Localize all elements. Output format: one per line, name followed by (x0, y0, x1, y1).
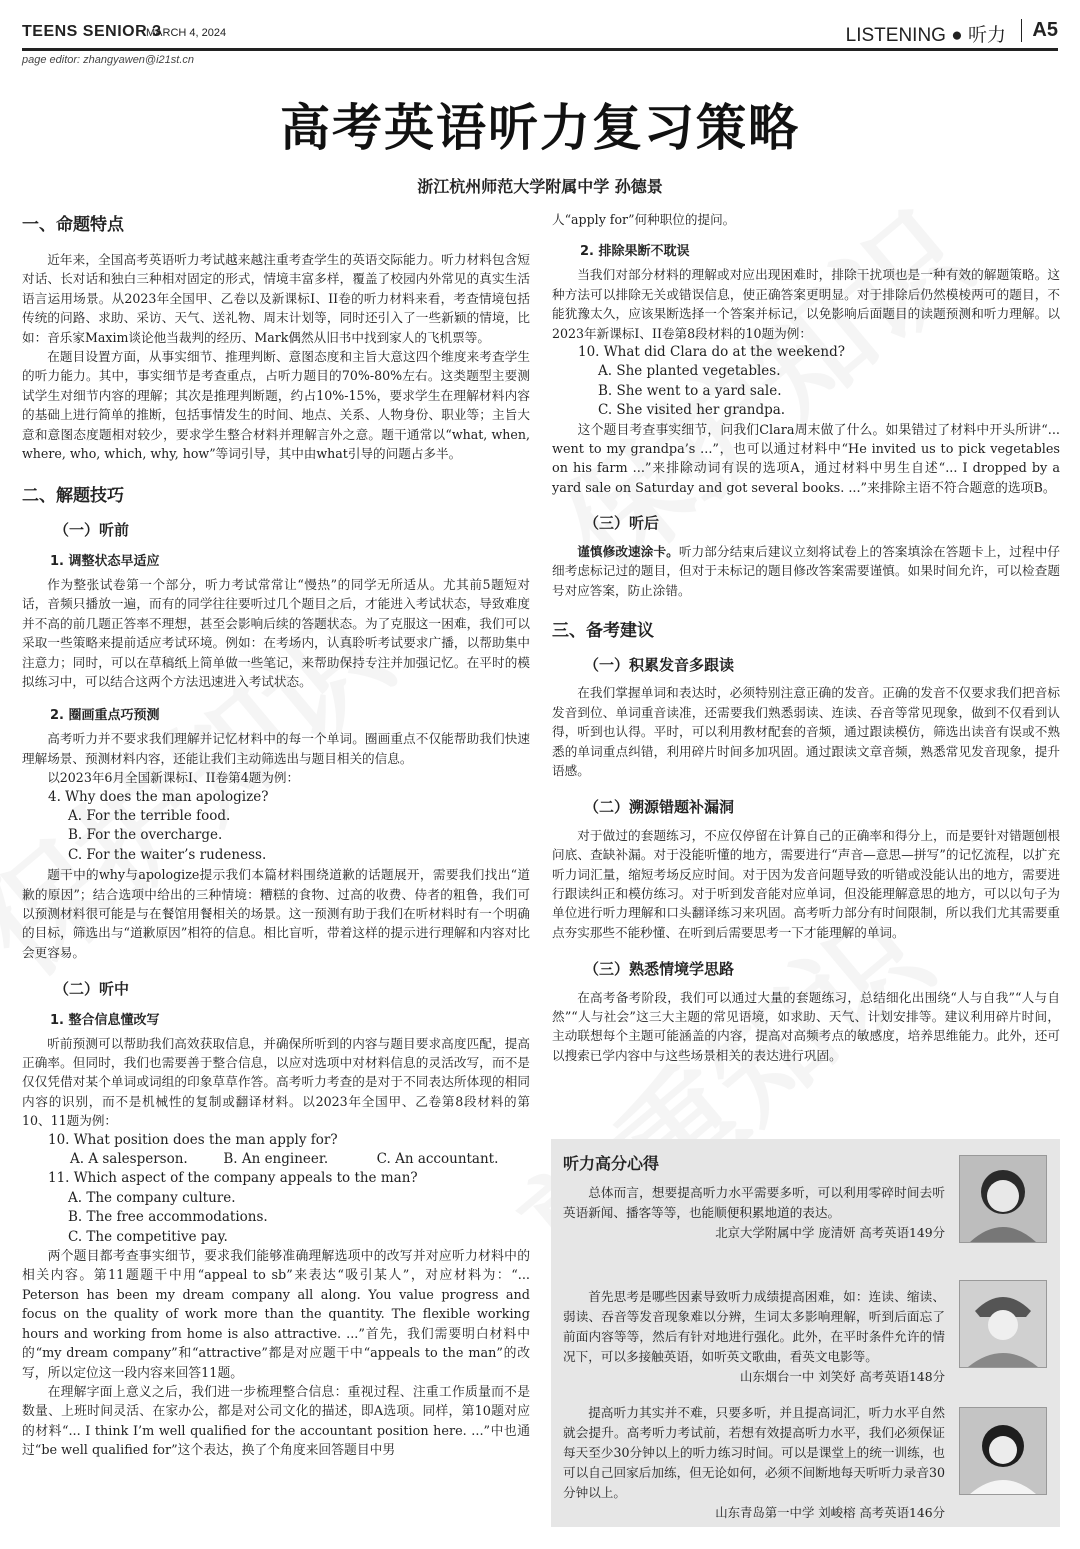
paragraph: 题干中的why与apologize提示我们本篇材料围绕道歉的话题展开，需要我们找出“道歉的原因”；结合选项中给出的三种情境：糟糕的食物、过高的收费、侍者的粗鲁，我们可以预测材料很可能是与在餐馆用餐相关的场景。这一预测有助于我们在听材料时有一个明确的目标，筛选出与“道歉原因”相符的信息。相比盲听，带着这样的提示进行理解和内容对比会更容易。 (22, 867, 530, 960)
page-number: A5 (1021, 19, 1058, 42)
options-row (22, 1150, 530, 1169)
tip-text: 提高听力其实并不难，只要多听，并且提高词汇，听力水平自然就会提升。高考听力考试前，若想有效提高听力水平，我们必须保证每天至少30分钟以上的听力练习时间。可以是课堂上的统一训练，也可以自己回家后加练，但无论如何，必须不间断地每天听听力录音30分钟以上。 (563, 1405, 945, 1500)
option: A. The company culture. (68, 1189, 236, 1206)
student-photo (959, 1155, 1047, 1243)
paragraph: 在题目设置方面，从事实细节、推理判断、意图态度和主旨大意这四个维度来考查学生的听力能力。其中，事实细节是考查重点，占听力题目的70%-80%左右。这类题型主要测试学生对细节内容的理解；其次是推理判断题，约占10%-15%，要求学生在理解材料内容的基础上进行简单的推断，包括事情发生的时间、地点、关系、人物身份、职业等；主旨大意和意图态度题相对较少，要求学生整合材料并理解言外之意。题干通常以“what, when, where, who, which, why, how”等词引导，其中由what引导的问题占多半。 (22, 349, 530, 462)
section-heading: 二、解题技巧 (22, 486, 124, 507)
paragraph: 近年来，全国高考英语听力考试越来越注重考查学生的英语交际能力。听力材料包含短对话、长对话和独白三种相对固定的形式，情境丰富多样，覆盖了校园内外常见的真实生活语言运用场景。从2023年全国甲、乙卷以及新课标I、II卷的听力材料来看，考查情境包括传统的问路、求助、采访、天气、送礼物、周末计划等，同时还引入了一些新颖的情境，比如：音乐家Maxim谈论他当裁判的经历、Mark偶然从旧书中找到家人的飞机票等。 (22, 252, 530, 345)
option: B. An engineer. (223, 1151, 329, 1168)
student-photo (959, 1407, 1047, 1495)
paragraph: 高考听力并不要求我们理解并记忆材料中的每一个单词。圈画重点不仅能帮助我们快速理解场景、预测材料内容，还能让我们主动筛选出与题目相关的信息。 (22, 731, 530, 766)
paragraph (552, 542, 1060, 600)
tip-entry (563, 1403, 945, 1523)
subsubsection-heading: 2. 排除果断不耽误 (580, 244, 690, 260)
paragraph: 听前预测可以帮助我们高效获取信息，并确保所听到的内容与题目要求高度匹配，提高正确率。但同时，我们也需要善于整合信息，以应对选项中对材料信息的灵活改写，而不是仅仅凭借对某个单词或词组的印象草草作答。高考听力考查的是对于不同表达所体现的相同内容的识别，而不是机械性的复制或翻译材料。以2023年全国甲、乙卷第8段材料的第10、11题为例： (22, 1035, 530, 1129)
option: A. A salesperson. (70, 1151, 188, 1168)
section-label: LISTENING ● 听力 (845, 25, 1006, 46)
section-heading: 三、备考建议 (552, 620, 654, 641)
question: 11. Which aspect of the company appeals to the man? (48, 1170, 418, 1187)
tip-signature: 山东烟台一中 刘笑妤 高考英语148分 (740, 1369, 945, 1384)
tip-signature: 山东青岛第一中学 刘峻榕 高考英语146分 (715, 1505, 945, 1520)
subsubsection-heading: 1. 整合信息懂改写 (50, 1012, 160, 1028)
right-column (552, 210, 1060, 1065)
tips-box (551, 1139, 1060, 1527)
paragraph: 以2023年6月全国新课标I、II卷第4题为例： (47, 770, 300, 786)
lead-phrase: 谨慎修改速涂卡。 (577, 543, 679, 559)
subsection-heading: （一）积累发音多跟读 (584, 655, 735, 674)
subsubsection-heading: 2. 圈画重点巧预测 (50, 708, 160, 724)
paragraph-text: 听力部分结束后建议立刻将试卷上的答案填涂在答题卡上，过程中仔细考虑标记过的题目，但对于未标记的题目修改答案需要谨慎。如果时间允许，可以检查题号对应答案，防止涂错。 (552, 543, 1061, 598)
page-header (22, 18, 1058, 51)
option: A. She planted vegetables. (598, 363, 781, 380)
subsection-heading: （一）听前 (54, 521, 130, 540)
paragraph: 当我们对部分材料的理解或对应出现困难时，排除干扰项也是一种有效的解题策略。这种方法可以排除无关或错误信息，使正确答案更明显。对于排除后仍然模棱两可的题目，不能犹豫太久，应该果断选择一个答案并标记，以免影响后面题目的读题预测和听力理解。以2023年新课标I、II卷第8段材料的10题为例： (552, 267, 1060, 341)
subsection-heading: （二）听中 (54, 980, 130, 999)
option: C. She visited her grandpa. (598, 402, 786, 419)
student-photo (959, 1280, 1047, 1368)
paragraph: 作为整张试卷第一个部分，听力考试常常让“慢热”的同学无所适从。尤其前5题短对话，音频只播放一遍，而有的同学往往要听过几个题目之后，才能进入考试状态，导致难度并不高的前几题正答率不理想，甚至会影响后续的答题状态。为了克服这一困难，我们可以采取一些策略来提前适应考试环境。例如：在考场内，认真聆听考试要求广播，以帮助集中注意力；同时，可以在草稿纸上简单做一些笔记，来帮助保持专注并加强记忆。在平时的模拟练习中，可以结合这两个方法迅速进入考试状态。 (22, 576, 530, 689)
subsubsection-heading: 1. 调整状态早适应 (50, 553, 160, 569)
option: B. She went to a yard sale. (598, 382, 782, 399)
tips-box-title: 听力高分心得 (563, 1154, 660, 1173)
option: B. The free accommodations. (68, 1209, 268, 1226)
paragraph: 对于做过的套题练习，不应仅停留在计算自己的正确率和得分上，而是要针对错题刨根问底、查缺补漏。对于没能听懂的地方，需要进行“声音—意思—拼写”的记忆流程，以扩充听力词汇量，缩短考场反应时间。对于因为发音问题导致的听错或没能认出的地方，需要进行跟读纠正和模仿练习。对于听到发音能对应单词，但没能理解意思的地方，可以以句子为单位进行听力理解和口头翻译练习来巩固。高考听力部分有时间限制，所以我们尤其需要重点夯实那些不能秒懂、在听到后需要思考一下才能理解的单词。 (552, 827, 1060, 940)
article-title: 高考英语听力复习策略 (280, 99, 800, 157)
question: 4. Why does the man apologize? (48, 788, 269, 805)
tip-entry (563, 1183, 945, 1243)
paragraph: 在理解字面上意义之后，我们进一步梳理整合信息：重视过程、注重工作质量而不是数量、上班时间灵活、在家办公，都是对公司文化的描述，即A选项。同样，第10题对应的材料“... I think I’m well qualified for the accountant position here. ...”中也通过“be well qualified for”这个表达，换了个角度来回答题目中男 (22, 1384, 530, 1459)
tip-text: 首先思考是哪些因素导致听力成绩提高困难，如：连读、缩读、弱读、吞音等发音现象难以分辨，生词太多影响理解，听到后面忘了前面内容等等，然后有针对地进行强化。此外，在平时条件允许的情况下，可以多接触英语，如听英文歌曲，看英文电影等。 (563, 1289, 945, 1364)
paragraph: 在高考备考阶段，我们可以通过大量的套题练习，总结细化出围绕“人与自我”“人与自然”“人与社会”这三大主题的常见语境，如求助、天气、计划安排等。建议利用碎片时间，主动联想每个主题可能涵盖的内容，提高对高频考点的敏感度，培养思维能力。此外，还可以搜索已学内容中与这些场景相关的表达进行巩固。 (552, 989, 1060, 1063)
tip-signature: 北京大学附属中学 庞清妍 高考英语149分 (715, 1225, 945, 1240)
subsection-heading: （三）听后 (584, 514, 660, 533)
question: 10. What did Clara do at the weekend? (578, 344, 845, 361)
tip-text: 总体而言，想要提高听力水平需要多听，可以利用零碎时间去听英语新闻、播客等等，也能顺便积累地道的表达。 (563, 1185, 945, 1220)
option: C. An accountant. (376, 1151, 499, 1168)
option: B. For the overcharge. (68, 827, 223, 844)
question: 10. What position does the man apply for? (48, 1131, 338, 1148)
subsection-heading: （三）熟悉情境学思路 (584, 960, 735, 979)
option: C. The competitive pay. (68, 1228, 228, 1245)
option: C. For the waiter’s rudeness. (68, 846, 267, 863)
issue-date: MARCH 4, 2024 (146, 27, 227, 39)
paragraph: 这个题目考查事实细节，问我们Clara周末做了什么。如果错过了材料中开头所讲“... went to my grandpa’s ...”，也可以通过材料中“He invited us to pick vegetables on his farm ...”来排除动词有误的选项A，通过材料中男生自述“... I dropped by a yard sale on Saturday and got several books. ...”来排除主语不符合题意的选项B。 (552, 422, 1060, 496)
tip-entry (563, 1287, 945, 1387)
paragraph: 人“apply for”何种职位的提问。 (552, 212, 736, 227)
paragraph: 在我们掌握单词和表达时，必须特别注意正确的发音。正确的发音不仅要求我们把音标发音到位、单词重音读准，还需要我们熟悉弱读、连读、吞音等常见现象，做到不仅看到认得，听到也认得。平时，可以利用教材配套的音频，通过跟读模仿，筛选出读音有误或不熟悉的单词重点纠错，利用碎片时间多加巩固。通过跟读文章音频，熟悉常见发音现象，提升语感。 (552, 685, 1060, 778)
left-column (22, 198, 530, 1461)
subsection-heading: （二）溯源错题补漏洞 (584, 798, 735, 817)
paragraph: 两个题目都考查事实细节，要求我们能够准确理解选项中的改写并对应听力材料中的相关内容。第11题题干中用“appeal to sb”来表达“吸引某人”，对应材料为：“... Peterson has been my dream company all along. You value progress and focus on the quality of work more than the quantity. The flexible working hours and working from home is also attractive. ...”首先，我们需要明白材料中的“my dream company”和“attractive”都是对应题干中“appeals to the man”的改写，所以定位这一段内容来回答11题。 (22, 1249, 530, 1381)
publication-name: TEENS SENIOR 3 (22, 23, 162, 40)
option: A. For the terrible food. (68, 807, 231, 824)
page-editor: page editor: zhangyawen@i21st.cn (22, 54, 194, 66)
section-heading: 一、命题特点 (22, 215, 124, 235)
article-author: 浙江杭州师范大学附属中学 孙德景 (417, 177, 663, 196)
